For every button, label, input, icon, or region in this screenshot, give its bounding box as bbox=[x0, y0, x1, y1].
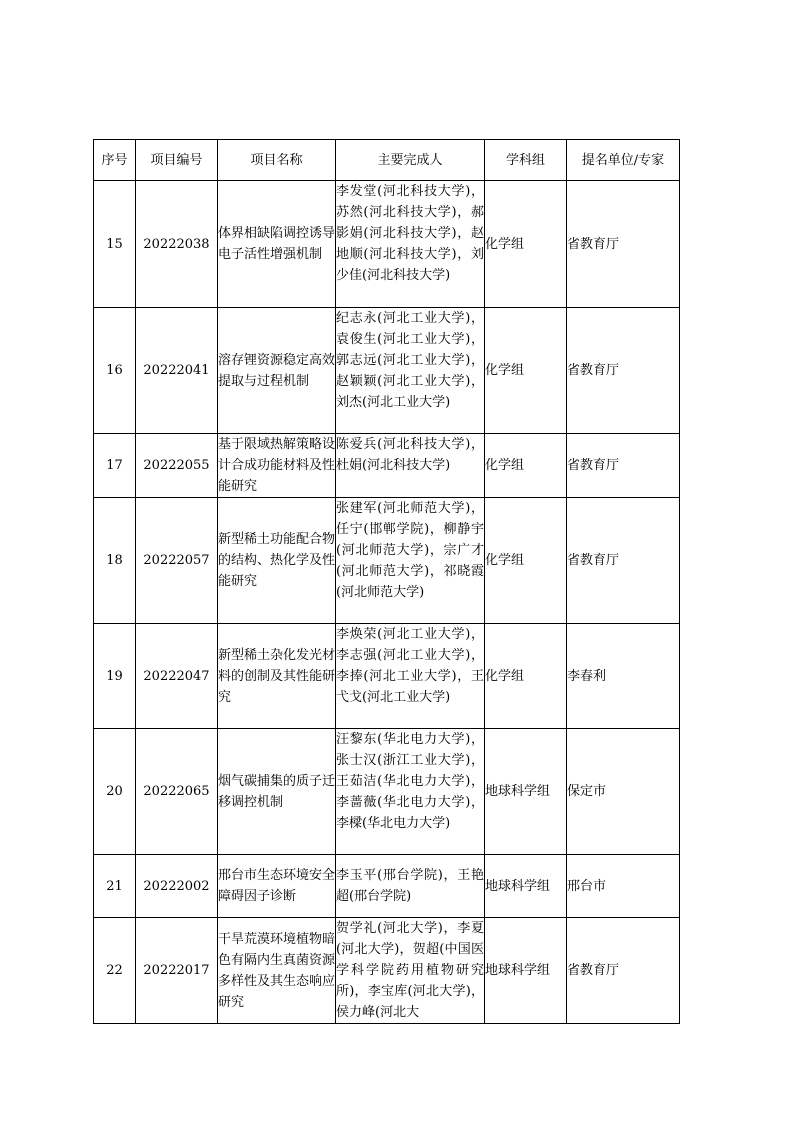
cell-no: 16 bbox=[94, 308, 136, 434]
cell-unit: 省教育厅 bbox=[567, 498, 680, 624]
header-group: 学科组 bbox=[485, 140, 567, 181]
cell-name bbox=[218, 434, 336, 498]
cell-name-text: 新型稀土功能配合物的结构、热化学及性能研究 bbox=[218, 532, 336, 589]
cell-code: 20222047 bbox=[136, 624, 218, 729]
cell-name-text: 体界相缺陷调控诱导电子活性增强机制 bbox=[218, 226, 336, 262]
cell-name-text: 溶存锂资源稳定高效提取与过程机制 bbox=[218, 352, 336, 389]
cell-code: 20222002 bbox=[136, 855, 218, 918]
cell-name-text: 烟气碳捕集的质子迁移调控机制 bbox=[218, 773, 336, 810]
cell-people-text: 李玉平(邢台学院)，王艳超(邢台学院) bbox=[336, 868, 484, 904]
project-table bbox=[93, 139, 680, 1024]
cell-no: 19 bbox=[94, 624, 136, 729]
cell-unit: 邢台市 bbox=[567, 855, 680, 918]
cell-no: 21 bbox=[94, 855, 136, 918]
table-header-row bbox=[94, 140, 680, 181]
table-row bbox=[94, 181, 680, 308]
cell-name bbox=[218, 624, 336, 729]
table-row bbox=[94, 498, 680, 624]
table-row bbox=[94, 729, 680, 855]
cell-name bbox=[218, 855, 336, 918]
header-no: 序号 bbox=[94, 140, 136, 181]
table-row bbox=[94, 624, 680, 729]
cell-group: 化学组 bbox=[485, 308, 567, 434]
cell-no: 22 bbox=[94, 918, 136, 1024]
cell-name bbox=[218, 729, 336, 855]
cell-no: 18 bbox=[94, 498, 136, 624]
cell-code: 20222065 bbox=[136, 729, 218, 855]
cell-people-text: 李发堂(河北科技大学)，苏然(河北科技大学)，郝影娟(河北科技大学)，赵地顺(河北科技大学)，刘少佳(河北科技大学) bbox=[336, 184, 484, 283]
cell-unit: 保定市 bbox=[567, 729, 680, 855]
cell-name-text: 新型稀土杂化发光材料的创制及其性能研究 bbox=[218, 647, 336, 705]
cell-name-text: 干旱荒漠环境植物暗色有隔内生真菌资源多样性及其生态响应研究 bbox=[218, 931, 336, 1010]
cell-no: 20 bbox=[94, 729, 136, 855]
cell-name bbox=[218, 918, 336, 1024]
cell-code: 20222038 bbox=[136, 181, 218, 308]
cell-no: 17 bbox=[94, 434, 136, 498]
cell-people bbox=[336, 729, 485, 855]
cell-group: 地球科学组 bbox=[485, 729, 567, 855]
cell-people bbox=[336, 498, 485, 624]
table-row bbox=[94, 308, 680, 434]
cell-code: 20222057 bbox=[136, 498, 218, 624]
cell-name-text: 基于限域热解策略设计合成功能材料及性能研究 bbox=[218, 437, 336, 494]
header-code: 项目编号 bbox=[136, 140, 218, 181]
cell-people bbox=[336, 918, 485, 1024]
cell-unit: 省教育厅 bbox=[567, 434, 680, 498]
cell-name bbox=[218, 308, 336, 434]
cell-people-text: 陈爱兵(河北科技大学)，杜娟(河北科技大学) bbox=[336, 437, 484, 473]
cell-group: 化学组 bbox=[485, 624, 567, 729]
table-row bbox=[94, 855, 680, 918]
cell-unit: 省教育厅 bbox=[567, 308, 680, 434]
cell-people bbox=[336, 181, 485, 308]
cell-people-text: 张建军(河北师范大学)，任宁(邯郸学院)，柳静宇(河北师范大学)，宗广才(河北师范大学)，祁晓霞(河北师范大学) bbox=[336, 501, 484, 600]
cell-group: 地球科学组 bbox=[485, 918, 567, 1024]
cell-people bbox=[336, 855, 485, 918]
cell-code: 20222017 bbox=[136, 918, 218, 1024]
cell-group: 化学组 bbox=[485, 181, 567, 308]
cell-people-text: 汪黎东(华北电力大学)，张士汉(浙江工业大学)，王茹洁(华北电力大学)，李蔷薇(华北电力大学)，李樑(华北电力大学) bbox=[336, 732, 484, 831]
cell-name-text: 邢台市生态环境安全障碍因子诊断 bbox=[218, 868, 336, 904]
cell-people-text: 贺学礼(河北大学)，李夏(河北大学)，贺超(中国医学科学院药用植物研究所)，李宝库(河北大学)，侯力峰(河北大 bbox=[336, 921, 484, 1020]
cell-unit: 省教育厅 bbox=[567, 181, 680, 308]
header-unit: 提名单位/专家 bbox=[567, 140, 680, 181]
cell-people bbox=[336, 434, 485, 498]
cell-unit: 省教育厅 bbox=[567, 918, 680, 1024]
cell-unit: 李春利 bbox=[567, 624, 680, 729]
cell-group: 化学组 bbox=[485, 498, 567, 624]
header-people: 主要完成人 bbox=[336, 140, 485, 181]
cell-group: 地球科学组 bbox=[485, 855, 567, 918]
cell-group: 化学组 bbox=[485, 434, 567, 498]
header-name: 项目名称 bbox=[218, 140, 336, 181]
cell-people-text: 李焕荣(河北工业大学)，李志强(河北工业大学)，李捧(河北工业大学)，王弋戈(河北工业大学) bbox=[336, 627, 484, 705]
cell-people bbox=[336, 624, 485, 729]
cell-name bbox=[218, 498, 336, 624]
cell-people-text: 纪志永(河北工业大学)，袁俊生(河北工业大学)，郭志远(河北工业大学)，赵颖颖(河北工业大学)，刘杰(河北工业大学) bbox=[336, 311, 484, 410]
cell-people bbox=[336, 308, 485, 434]
cell-code: 20222041 bbox=[136, 308, 218, 434]
table-row bbox=[94, 918, 680, 1024]
cell-no: 15 bbox=[94, 181, 136, 308]
cell-code: 20222055 bbox=[136, 434, 218, 498]
cell-name bbox=[218, 181, 336, 308]
table-row bbox=[94, 434, 680, 498]
